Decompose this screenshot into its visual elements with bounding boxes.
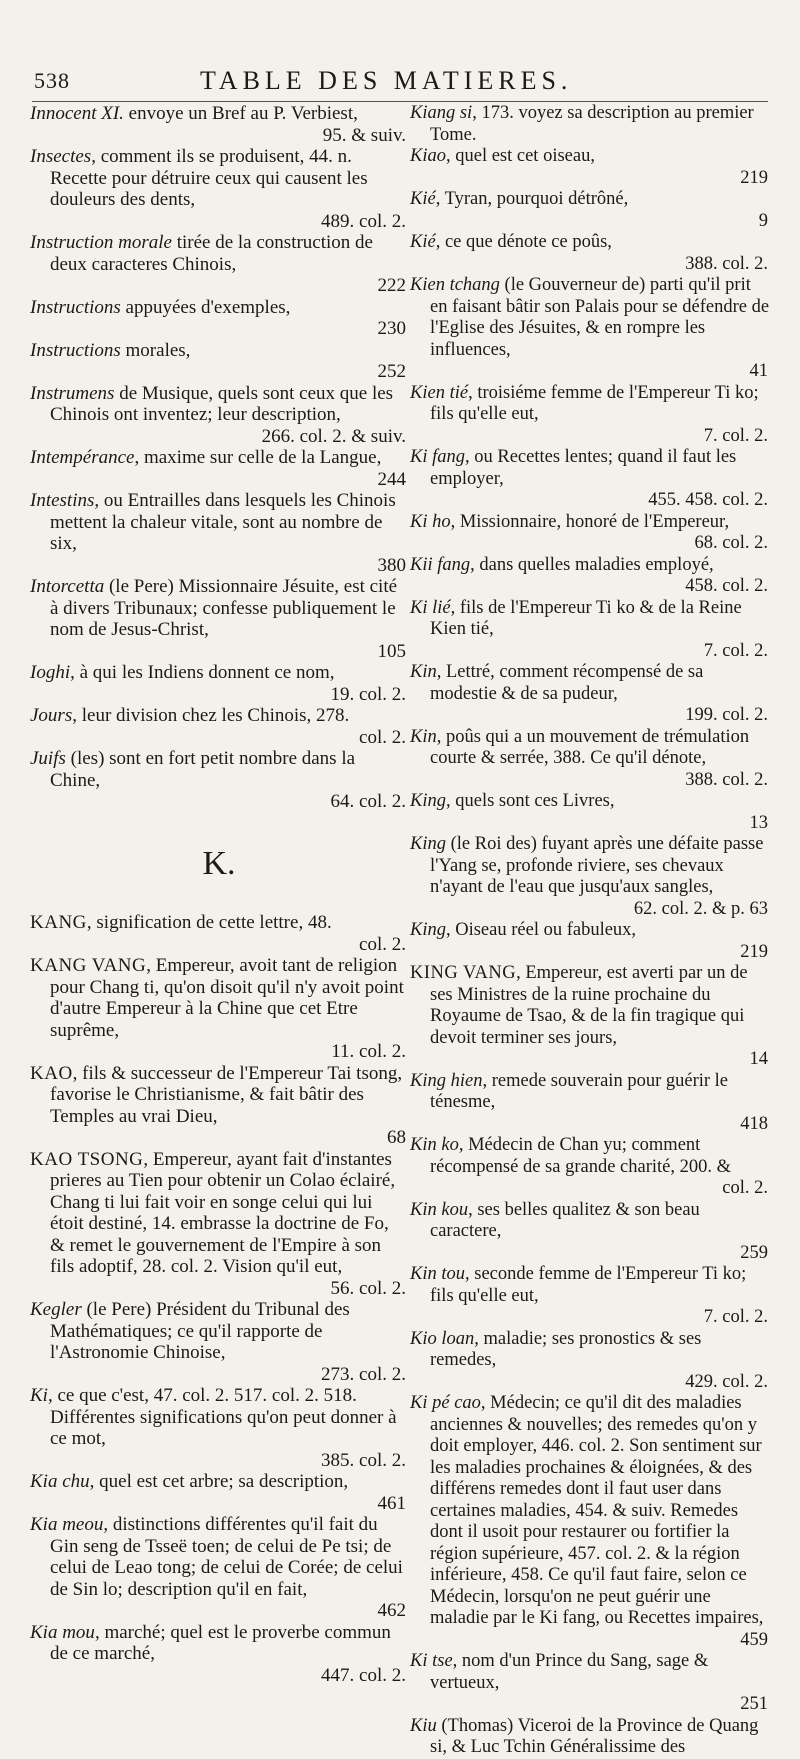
entry-page-ref: 230: [377, 318, 406, 339]
left-entry-list: [30, 103, 408, 813]
entry-heading: Kin tou: [410, 1264, 465, 1284]
index-entry: [410, 920, 770, 963]
entry-text: de Musique, quels sont ceux que les Chinois ont inventez; leur description,: [50, 382, 394, 425]
entry-text: , Lettré, comment récompensé de sa modestie & de sa pudeur,: [430, 662, 704, 704]
entry-text: , ce que c'est, 47. col. 2. 517. col. 2. 518. Différentes significations qu'on peut donner à ce mot,: [47, 1385, 397, 1449]
entry-page-ref: 105: [377, 640, 406, 662]
entry-page-ref: 388. col. 2.: [685, 253, 768, 274]
index-entry: [30, 1622, 408, 1687]
entry-text: , poûs qui a un mouvement de trémulation courte & serrée, 388. Ce qu'il dénote,: [430, 726, 750, 768]
entry-text: , ses belles qualitez & son beau caractere,: [430, 1199, 700, 1241]
entry-text: , fils de l'Empereur Ti ko & de la Reine Kien tié,: [430, 597, 742, 639]
index-entry: [30, 490, 408, 576]
index-entry: [30, 1149, 408, 1300]
index-entry: [30, 447, 408, 490]
entry-heading: Ki pé cao: [410, 1393, 481, 1413]
entry-heading: King hien: [410, 1070, 483, 1091]
entry-text: , leur division chez les Chinois, 278.: [72, 705, 350, 726]
entry-text: , à qui les Indiens donnent ce nom,: [70, 662, 335, 683]
right-column: [410, 103, 770, 1759]
entry-page-ref: 13: [749, 812, 768, 833]
index-entry: [30, 705, 408, 748]
entry-page-ref: 222: [377, 275, 406, 296]
entry-heading: KAO: [30, 1062, 73, 1084]
index-entry: [410, 512, 770, 555]
entry-heading: Instructions: [30, 296, 121, 318]
entry-text: , Empereur, est averti par un de ses Ministres de la ruine prochaine du Royaume de Tsao, & de la fin tragique qui devoit terminer ses jours,: [430, 963, 748, 1048]
entry-page-ref: 458. col. 2.: [685, 576, 768, 596]
entry-text: (le Roi des) fuyant après une défaite passe l'Yang se, profonde riviere, ses chevaux n'ayant de l'eau que jusqu'aux sangles,: [430, 834, 764, 897]
index-entry: [30, 232, 408, 297]
entry-page-ref: 461: [377, 1492, 406, 1514]
index-entry: [410, 1716, 770, 1759]
entry-heading: Kien tié: [410, 382, 469, 403]
entry-text: , ce que dénote ce poûs,: [435, 232, 612, 252]
entry-text: tirée de la construction de deux caracteres Chinois,: [50, 232, 373, 275]
entry-heading: Instructions: [30, 339, 121, 361]
entry-heading: Kin ko: [410, 1135, 459, 1155]
entry-text: , Médecin; ce qu'il dit des maladies anciennes & nouvelles; des remedes qu'on y doit employer, 446. col. 2. Son sentiment sur les maladies prochaines & éloignées, & des différens remedes dont il faut user dans certaines maladies, 454. & suiv. Remedes dont il usoit pour restaurer ou fortifier la région supérieure, 457. col. 2. & la région inférieure, 458. Ce qu'il faut faire, selon ce Médecin, lorsqu'on ne peut guérir une maladie par le Ki fang, ou Recettes impaires,: [430, 1393, 764, 1628]
entry-text: , Médecin de Chan yu; comment récompensé de sa grande charité, 200. &: [430, 1135, 732, 1177]
entry-heading: KAO TSONG: [30, 1148, 144, 1170]
entry-heading: KING VANG: [410, 963, 517, 983]
running-title: TABLE DES MATIERES.: [200, 66, 573, 95]
entry-text: , Missionnaire, honoré de l'Empereur,: [450, 511, 730, 532]
index-entry: [410, 662, 770, 727]
entry-heading: Kii fang: [410, 554, 471, 575]
entry-page-ref: 56. col. 2.: [330, 1277, 406, 1299]
entry-page-ref: col. 2.: [359, 726, 406, 748]
entry-page-ref: 266. col. 2. & suiv.: [261, 425, 406, 447]
index-entry: [30, 383, 408, 448]
entry-text: , maxime sur celle de la Langue,: [134, 447, 382, 468]
entry-heading: Ki tse: [410, 1651, 453, 1671]
entry-heading: Kin: [410, 726, 437, 747]
entry-text: , fils & successeur de l'Empereur Tai tsong, favorise le Christianisme, & fait bâtir des Temples au vrai Dieu,: [50, 1062, 403, 1127]
entry-heading: Kio loan: [410, 1328, 475, 1349]
entry-page-ref: 199. col. 2.: [685, 705, 768, 725]
index-entry: [410, 383, 770, 448]
entry-text: , Empereur, avoit tant de religion pour Chang ti, qu'on disoit qu'il n'y avoit point d'autre Empereur à la Chine que cet Etre suprême,: [50, 955, 404, 1041]
entry-page-ref: 380: [377, 554, 406, 576]
entry-text: , quels sont ces Livres,: [445, 791, 615, 811]
entry-heading: Ioghi: [30, 662, 71, 683]
entry-page-ref: 41: [749, 361, 768, 381]
entry-heading: Ki lié: [410, 597, 451, 618]
entry-page-ref: col. 2.: [722, 1178, 768, 1198]
entry-text: , quel est cet oiseau,: [445, 146, 595, 166]
entry-page-ref: 219: [740, 941, 768, 962]
entry-text: appuyées d'exemples,: [120, 296, 291, 318]
entry-text: morales,: [120, 339, 191, 361]
entry-page-ref: 7. col. 2.: [703, 425, 768, 446]
entry-page-ref: 7. col. 2.: [703, 640, 768, 661]
entry-heading: Kin kou: [410, 1199, 469, 1220]
entry-text: , 173. voyez sa description au premier Tome.: [430, 103, 754, 145]
entry-heading: Kegler: [30, 1299, 82, 1320]
index-entry: [30, 1063, 408, 1149]
index-entry: [410, 447, 770, 512]
entry-text: , dans quelles maladies employé,: [470, 554, 714, 575]
index-entry: [410, 834, 770, 920]
entry-text: , remede souverain pour guérir le ténesme,: [430, 1070, 729, 1112]
entry-heading: Jours: [30, 705, 73, 726]
index-entry: [410, 232, 770, 275]
index-entry: [410, 1329, 770, 1394]
entry-text: , marché; quel est le proverbe commun de ce marché,: [50, 1621, 391, 1664]
entry-heading: KANG VANG: [30, 955, 147, 976]
entry-text: (le Pere) Missionnaire Jésuite, est cité à divers Tribunaux; confesse publiquement le nom de Jesus-Christ,: [50, 576, 398, 640]
index-entry: [410, 555, 770, 598]
entry-heading: Kiao: [410, 146, 446, 166]
entry-heading: King: [410, 834, 446, 854]
entry-page-ref: 462: [377, 1600, 406, 1621]
index-entry: [410, 727, 770, 792]
entry-text: , seconde femme de l'Empereur Ti ko; fils qu'elle eut,: [430, 1264, 747, 1306]
entry-page-ref: 489. col. 2.: [321, 210, 406, 232]
index-entry: [30, 340, 408, 383]
entry-heading: Ki fang: [410, 447, 465, 467]
entry-text: , Oiseau réel ou fabuleux,: [445, 920, 637, 940]
entry-page-ref: 9: [758, 210, 768, 231]
entry-heading: Instrumens: [30, 382, 115, 404]
index-entry: [30, 912, 408, 955]
entry-text: , ou Recettes lentes; quand il faut les employer,: [430, 447, 737, 489]
entry-page-ref: 11. col. 2.: [331, 1041, 406, 1062]
index-entry: [410, 1264, 770, 1329]
entry-page-ref: 7. col. 2.: [703, 1307, 768, 1327]
entry-heading: Insectes: [30, 146, 92, 167]
right-entry-list: [410, 103, 770, 1759]
index-entry: [410, 1393, 770, 1651]
index-entry: [30, 1471, 408, 1514]
entry-text: , distinctions différentes qu'il fait du Gin seng de Tsseë toen; de celui de Pe tsi; de celui de Leao tong; de celui de Corée; de celui de Sin lo; description qu'il en fait,: [50, 1514, 403, 1600]
index-entry: [30, 1299, 408, 1385]
entry-page-ref: 447. col. 2.: [321, 1664, 406, 1686]
header-rule: [32, 101, 768, 102]
index-entry: [410, 1071, 770, 1136]
entry-heading: Kin: [410, 662, 437, 682]
index-entry: [410, 146, 770, 189]
entry-heading: Instruction morale: [30, 232, 172, 253]
entry-text: envoye un Bref au P. Verbiest,: [123, 103, 358, 124]
section-letter: K.: [202, 844, 236, 882]
entry-text: (le Pere) Président du Tribunal des Mathématiques; ce qu'il rapporte de l'Astronomie Chinoise,: [50, 1299, 350, 1363]
entry-page-ref: 273. col. 2.: [321, 1363, 406, 1385]
entry-heading: Ki ho: [410, 511, 451, 532]
entry-page-ref: 459: [740, 1629, 768, 1650]
entry-page-ref: 19. col. 2.: [330, 683, 406, 705]
entry-page-ref: 14: [749, 1049, 768, 1069]
index-entry: [410, 598, 770, 663]
entry-text: , ou Entrailles dans lesquels les Chinois mettent la chaleur vitale, sont au nombre de six,: [50, 490, 396, 554]
entry-heading: Innocent XI.: [30, 103, 124, 124]
entry-heading: Kia meou: [30, 1514, 104, 1535]
index-entry: [30, 1385, 408, 1471]
entry-heading: King: [410, 920, 446, 940]
index-entry: [30, 1514, 408, 1622]
page-header: [30, 66, 770, 100]
entry-page-ref: 388. col. 2.: [685, 769, 768, 790]
entry-page-ref: 68. col. 2.: [694, 533, 768, 553]
entry-page-ref: 95. & suiv.: [322, 124, 406, 146]
entry-heading: Intestins: [30, 490, 95, 511]
entry-heading: Kié: [410, 189, 436, 209]
entry-page-ref: 418: [740, 1113, 768, 1134]
index-entry: [30, 103, 408, 146]
entry-page-ref: 251: [740, 1694, 768, 1714]
entry-page-ref: 64. col. 2.: [330, 791, 406, 812]
entry-heading: Kia chu: [30, 1471, 90, 1492]
entry-heading: Juifs: [30, 748, 66, 769]
entry-text: , quel est cet arbre; sa description,: [89, 1471, 349, 1492]
entry-text: , maladie; ses pronostics & ses remedes,: [430, 1328, 702, 1370]
index-entry: [30, 146, 408, 232]
entry-page-ref: 219: [740, 167, 768, 188]
entry-heading: Kiang si: [410, 103, 473, 123]
index-entry: [30, 576, 408, 662]
entry-heading: KANG: [30, 912, 87, 933]
index-entry: [30, 662, 408, 705]
entry-page-ref: 252: [377, 361, 406, 382]
entry-page-ref: 259: [740, 1242, 768, 1263]
entry-text: (le Gouverneur de) parti qu'il prit en faisant bâtir son Palais pour se défendre de l'Eglise des Jésuites, & en rompre les influences,: [430, 275, 770, 360]
left-column: [30, 103, 408, 1686]
entry-text: , Tyran, pourquoi détrôné,: [435, 189, 629, 209]
entry-heading: Kia mou: [30, 1621, 95, 1643]
entry-text: (Thomas) Viceroi de la Province de Quang si, & Luc Tchin Généralissime des: [430, 1715, 759, 1757]
entry-page-ref: 385. col. 2.: [321, 1449, 406, 1471]
index-entry: [410, 963, 770, 1071]
index-entry: [410, 1200, 770, 1265]
index-entry: [410, 103, 770, 146]
entry-text: , comment ils se produisent, 44. n. Recette pour détruire ceux qui causent les douleurs des dents,: [50, 146, 368, 210]
index-entry: [410, 1135, 770, 1200]
entry-heading: Ki: [30, 1385, 48, 1406]
k-entry-list: [30, 912, 408, 1686]
index-entry: [30, 955, 408, 1063]
index-entry: [30, 297, 408, 340]
index-entry: [410, 275, 770, 383]
index-entry: [410, 1651, 770, 1716]
entry-page-ref: 244: [377, 468, 406, 490]
entry-page-ref: 68: [387, 1127, 406, 1148]
entry-text: , signification de cette lettre, 48.: [86, 912, 332, 933]
entry-page-ref: 62. col. 2. & p. 63: [633, 898, 768, 919]
index-entry: [30, 748, 408, 813]
index-entry: [410, 791, 770, 834]
entry-page-ref: col. 2.: [359, 933, 406, 955]
entry-heading: King: [410, 791, 446, 811]
entry-heading: Kié: [410, 232, 436, 252]
entry-heading: Kien tchang: [410, 275, 500, 295]
index-entry: [410, 189, 770, 232]
entry-heading: Kiu: [410, 1715, 437, 1736]
entry-page-ref: 429. col. 2.: [685, 1371, 768, 1392]
page-number: 538: [34, 68, 70, 93]
entry-heading: Intempérance: [30, 447, 135, 468]
entry-text: , Empereur, ayant fait d'instantes prieres au Tien pour obtenir un Colao éclairé, Chang ti lui fait voir en songe celui qui lui étoit destiné, 14. embrasse la doctrine de Fo, & remet le gouvernement de l'Empire à son fils adoptif, 28. col. 2. Vision qu'il eut,: [50, 1148, 396, 1277]
entry-text: (les) sont en fort petit nombre dans la Chine,: [50, 748, 356, 791]
entry-heading: Intorcetta: [30, 576, 105, 597]
entry-page-ref: 455. 458. col. 2.: [648, 490, 768, 510]
entry-text: , troisiéme femme de l'Empereur Ti ko; fils qu'elle eut,: [430, 382, 759, 424]
entry-text: , nom d'un Prince du Sang, sage & vertueux,: [430, 1651, 709, 1693]
